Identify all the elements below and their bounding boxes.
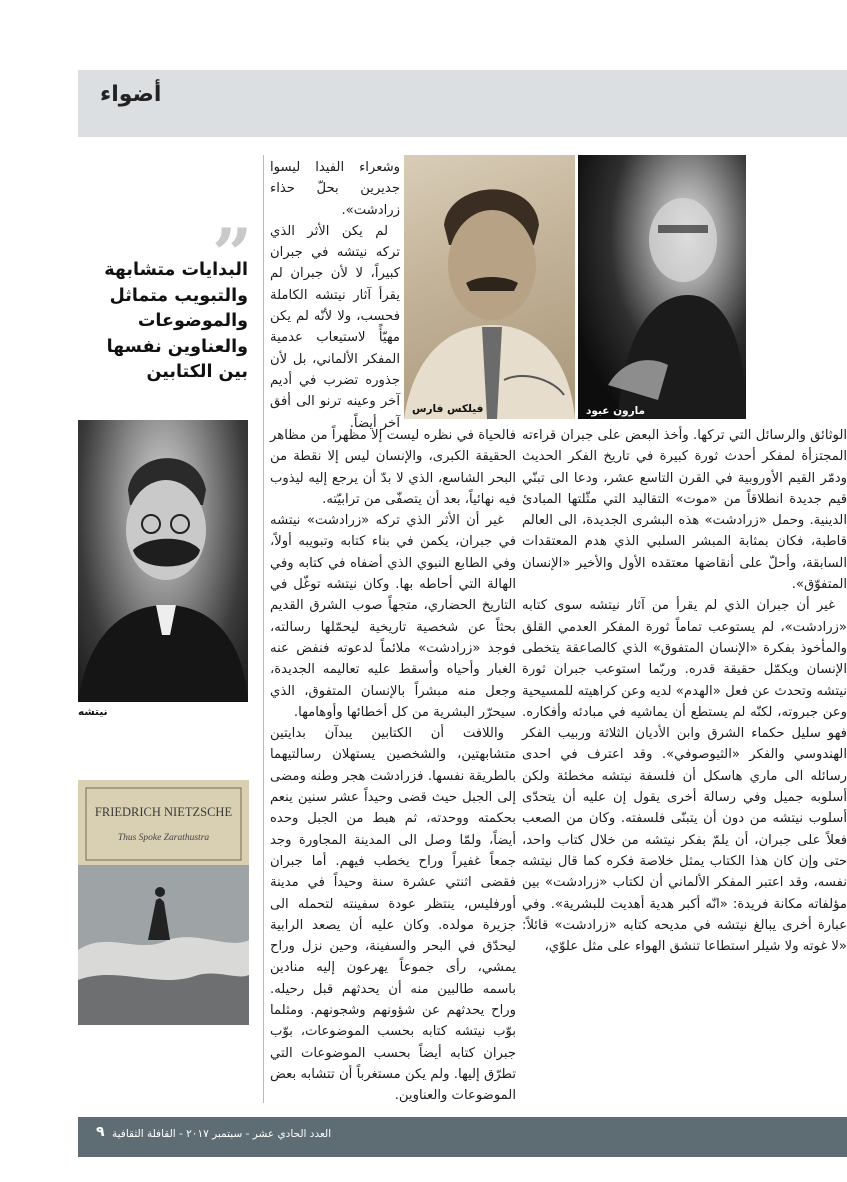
paragraph: غير أن الأثر الذي تركه «زرادشت» نيتشه في جبران، يكمن في بناء كتابه وتبويبه أولاً، وفي الطابع النبوي الذي أضفاه في كتابه وفي الهالة التي أحاطه بها. وكان نيتشه توغّل في التاريخ الحضاري، متجهاً صوب الشرق القديم بحثاً عن شخصية تاريخية ليحمّلها رسالته، فوجد «زرادشت» ملائماً لدعوته فنفض عنه الغبار وأحياه وأسقط عليه تعاليمه الجديدة، وجعل منه مبشراً بالإنسان المتفوق، الذي سيحرّر البشرية من كل أخطائها وأوهامها. (270, 513, 516, 720)
paragraph: وشعراء الفيدا ليسوا جديرين بحلّ حذاء زرادشت». (270, 160, 400, 218)
photo-maroun-abboud (578, 155, 746, 419)
caption-nietzsche: نيتشه (78, 706, 108, 718)
column-divider (263, 155, 264, 1103)
caption-felix: فيلكس فارس (412, 403, 484, 415)
article-column-right (522, 425, 847, 957)
paragraph: غير أن جبران الذي لم يقرأ من آثار نيتشه سوى كتابه «زرادشت»، لم يستوعب تماماً ثورة المفكر العدمي القلق والمأخوذ بفكرة «الإنسان المتفوق» الذي كالصاعقة يتخطى الإنسان ويكمّل حقيقة قدره. وربّما استوعب جبران ثورة نيتشه وتحدث عن فعل «الهدم» لديه وعن كراهيته للمسيحية وعن جبروته، لكنّه لم يستطع أن يماشيه في مبادئه وأفكاره. فهو سليل حكماء الشرق وابن الأديان الثلاثة وربيب الفكر الهندوسي والفكر «الثيوصوفي». وقد اعترف في احدى رسائله الى ماري هاسكل أن فلسفة نيتشه مخطئة ولكن أسلوبه جميل وفي رسالة أخرى يقول إن عليه أن يتحدّى أسلوب نيتشه من دون أن يتبنّى فلسفته. وكان من الصعب فعلاً على جبران، أن يلمّ بفكر نيتشه من خلال كتاب واحد، حتى وإن كان هذا الكتاب يمثل خلاصة فكره كما قال نيتشه نفسه، وقد اعتبر المفكر الألماني أن لكتاب «زرادشت» بين مؤلفاته مكانة فريدة: «انّه أكبر هدية أهديت للبشرية». وفي عبارة أخرى يبالغ نيتشه في مديحه كتابه «زرادشت» قائلاً: «لا غوته ولا شيلر استطاعا تنشق الهواء على مثل علوّي، (522, 598, 847, 955)
cover-title: Thus Spoke Zarathustra (117, 833, 210, 843)
paragraph: لم يكن الأثر الذي تركه نيتشه في جبران كبيراً، لا لأن جبران لم يقرأ آثار نيتشه الكاملة فحسب، ولا لأنّه لم يكن مهيّأً لاستيعاب عدمية المفكر الألماني، بل لأن جذوره تضرب في أديم آخر وعينه ترنو الى أفق آخر أيضاً. (270, 223, 400, 431)
article-column-middle-top (270, 157, 400, 434)
header-bar (78, 70, 847, 137)
paragraph: فالحياة في نظره ليست إلا مظهراً من مظاهر الحقيقة الكبرى، والإنسان ليس إلا نقطة من البحر الشاسع، الذي لا بدّ أن يرجع إليه ليذوب فيه نهائياً، بعد أن يتصفّى من ترابيّته. (270, 428, 516, 507)
portrait-silhouette-icon (578, 155, 746, 419)
photo-nietzsche (78, 420, 248, 702)
portrait-felix-icon (404, 155, 575, 419)
photo-felix-fares (404, 155, 575, 419)
caption-maroun: مارون عبود (586, 405, 646, 417)
article-column-middle-bottom (270, 425, 516, 1107)
paragraph: واللافت أن الكتابين يبدآن بدايتين متشابهتين، والشخصين يستهلان رسالتيهما بالطريقة نفسها. فزرادشت هجر وطنه ومضى إلى الجبل حيث قضى وحيداً عشر سنين ينعم بحكمته ووحدته، ثم هبط من الجبل وحده أيضاً، ولمّا وصل الى المدينة المجاورة وجد جمعاً غفيراً وراح يخطب فيهم. أما جبران فقضى اثنتي عشرة سنة وحيداً في مدينة أورفليس، ينتظر عودة سفينته لتحمله الى جزيرة مولده. وكان عليه أن يصعد الرابية ليحدّق في البحر والسفينة، وحين نزل وراح يمشي، رأى جموعاً يهرعون إليه منادين باسمه طالبين منه أن يحدثهم قبل رحيله. وراح يحدثهم عن شؤونهم وشجونهم. ومثلما بوّب نيتشه كتابه بحسب الموضوعات، بوّب جبران كتابه أيضاً بحسب الموضوعات التي تطرّق إليها. ولم يكن مستغرباً أن تتشابه بعض الموضوعات والعناوين. (270, 726, 516, 1104)
portrait-nietzsche-icon (78, 420, 248, 702)
paragraph: الوثائق والرسائل التي تركها. وأخذ البعض على جبران قراءته المجتزأة لمفكر أحدث ثورة كبيرة في تاريخ الفكر الحديث ودمّر القيم الأوروبية في القرن التاسع عشر، ودعا الى تبنّي قيم جديدة انطلاقاً من «موت» التقاليد التي مثّلتها المبادئ الدينية. وحمل «زرادشت» هذه البشرى الجديدة، الى العالم قاطبة، فكان بمثابة المبشر السلبي الذي هدم المعتقدات السابقة، وأحلّ على أنقاضها معتقده الأول والأخير «الإنسان المتفوّق». (522, 428, 847, 593)
pull-quote: البدايات متشابهة والتبويب متماثل والموضوعات والعناوين نفسها بين الكتابين (104, 260, 248, 382)
book-cover-art (78, 780, 249, 1025)
book-cover-zarathustra (78, 780, 249, 1025)
issue-info: العدد الحادي عشر - سبتمبر ٢٠١٧ - القافلة الثقافية (112, 1128, 332, 1140)
cover-author: FRIEDRICH NIETZSCHE (94, 805, 233, 819)
section-title: أضواء (100, 82, 162, 107)
quote-mark-icon: ” (212, 213, 253, 296)
page-number: ٩ (96, 1124, 105, 1140)
